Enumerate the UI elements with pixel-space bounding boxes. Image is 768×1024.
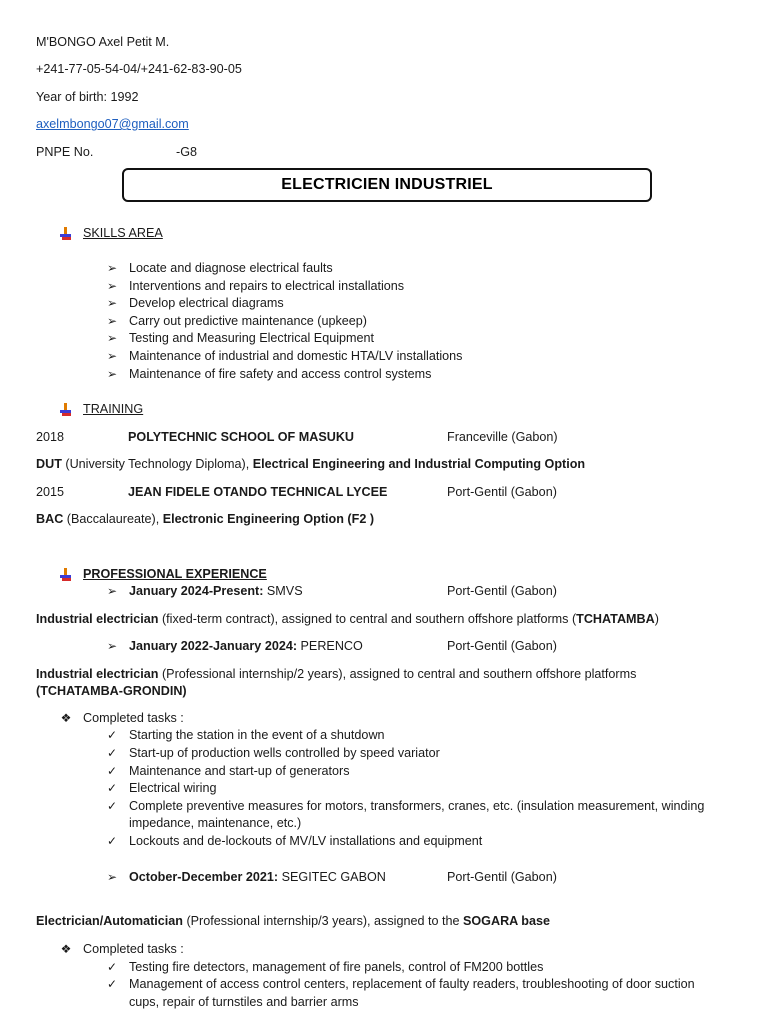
task-item: Start-up of production wells controlled by speed variator [129, 746, 440, 760]
role-site: SOGARA base [462, 914, 550, 928]
training-degree [36, 457, 585, 472]
job-dates: January 2022-January 2024: [129, 639, 298, 653]
job-dates: January 2024-Present: [129, 584, 264, 598]
task-item-continuation: cups, repair of turnstiles and barrier arms [129, 995, 359, 1009]
role-desc: (Professional internship/3 years), assigned to the [182, 914, 463, 928]
arrow-bullet-icon: ➢ [106, 279, 118, 293]
training-year: 2015 [36, 485, 65, 499]
check-icon: ✓ [106, 960, 118, 974]
job-dates: October-December 2021: [129, 870, 279, 884]
training-school: JEAN FIDELE OTANDO TECHNICAL LYCEE [128, 485, 388, 499]
task-item: Lockouts and de-lockouts of MV/LV installations and equipment [129, 834, 483, 848]
degree-abbr: DUT [36, 457, 62, 471]
job-period [129, 584, 303, 599]
check-icon: ✓ [106, 781, 118, 795]
birth-year: Year of birth: 1992 [36, 90, 139, 104]
training-school: POLYTECHNIC SCHOOL OF MASUKU [128, 430, 355, 444]
task-item: Electrical wiring [129, 781, 217, 795]
role-title: Electrician/Automatician [36, 914, 183, 928]
task-item: Testing fire detectors, management of fire panels, control of FM200 bottles [129, 960, 544, 974]
role-site: TCHATAMBA [576, 612, 655, 626]
pnpe-value: -G8 [176, 145, 197, 159]
job-period [129, 870, 386, 885]
tasks-label: Completed tasks : [83, 942, 184, 956]
diamond-bullet-icon: ❖ [60, 711, 72, 725]
list-item: Maintenance of fire safety and access control systems [129, 367, 432, 381]
degree-option: Electrical Engineering and Industrial Computing Option [252, 457, 586, 471]
check-icon: ✓ [106, 764, 118, 778]
training-year: 2018 [36, 430, 65, 444]
training-degree [36, 512, 374, 527]
check-icon: ✓ [106, 746, 118, 760]
document-title: ELECTRICIEN INDUSTRIEL [122, 168, 652, 202]
job-period [129, 639, 363, 654]
arrow-bullet-icon: ➢ [106, 331, 118, 345]
role-site: (TCHATAMBA-GRONDIN) [36, 684, 187, 698]
job-location: Port-Gentil (Gabon) [447, 639, 557, 653]
pnpe-label: PNPE No. [36, 145, 94, 159]
diamond-bullet-icon: ❖ [60, 942, 72, 956]
section-bullet-icon [59, 403, 73, 416]
arrow-bullet-icon: ➢ [106, 870, 118, 884]
training-location: Port-Gentil (Gabon) [447, 485, 557, 499]
arrow-bullet-icon: ➢ [106, 296, 118, 310]
section-bullet-icon [59, 227, 73, 240]
phone-numbers: +241-77-05-54-04/+241-62-83-90-05 [36, 62, 242, 76]
arrow-bullet-icon: ➢ [106, 584, 118, 598]
role-desc: (fixed-term contract), assigned to central and southern offshore platforms ( [158, 612, 577, 626]
job-company: SMVS [263, 584, 303, 598]
tasks-label: Completed tasks : [83, 711, 184, 725]
list-item: Locate and diagnose electrical faults [129, 261, 333, 275]
arrow-bullet-icon: ➢ [106, 639, 118, 653]
check-icon: ✓ [106, 799, 118, 813]
job-role [36, 667, 636, 682]
degree-option: Electronic Engineering Option (F2 ) [162, 512, 375, 526]
section-bullet-icon [59, 568, 73, 581]
check-icon: ✓ [106, 977, 118, 991]
degree-desc: (Baccalaureate), [63, 512, 163, 526]
degree-abbr: BAC [36, 512, 64, 526]
email-link[interactable]: axelmbongo07@gmail.com [36, 117, 189, 131]
list-item: Testing and Measuring Electrical Equipment [129, 331, 375, 345]
list-item: Develop electrical diagrams [129, 296, 284, 310]
training-heading: TRAINING [83, 402, 144, 416]
job-location: Port-Gentil (Gabon) [447, 870, 557, 884]
arrow-bullet-icon: ➢ [106, 367, 118, 381]
job-location: Port-Gentil (Gabon) [447, 584, 557, 598]
list-item: Carry out predictive maintenance (upkeep) [129, 314, 368, 328]
job-company: SEGITEC GABON [278, 870, 386, 884]
task-item-continuation: impedance, maintenance, etc.) [129, 816, 302, 830]
arrow-bullet-icon: ➢ [106, 261, 118, 275]
list-item: Maintenance of industrial and domestic HTA/LV installations [129, 349, 463, 363]
task-item: Starting the station in the event of a shutdown [129, 728, 385, 742]
skills-heading: SKILLS AREA [83, 226, 163, 240]
job-company: PERENCO [297, 639, 363, 653]
arrow-bullet-icon: ➢ [106, 314, 118, 328]
candidate-name: M'BONGO Axel Petit M. [36, 35, 170, 49]
arrow-bullet-icon: ➢ [106, 349, 118, 363]
role-title: Industrial electrician [36, 667, 159, 681]
check-icon: ✓ [106, 728, 118, 742]
job-role [36, 612, 659, 627]
task-item: Complete preventive measures for motors, transformers, cranes, etc. (insulation measurement, winding [129, 799, 705, 813]
task-item: Management of access control centers, replacement of faulty readers, troubleshooting of door suction [129, 977, 695, 991]
degree-desc: (University Technology Diploma), [61, 457, 253, 471]
experience-heading: PROFESSIONAL EXPERIENCE [83, 567, 267, 581]
task-item: Maintenance and start-up of generators [129, 764, 350, 778]
role-title: Industrial electrician [36, 612, 159, 626]
job-role [36, 914, 550, 929]
role-end: ) [654, 612, 659, 626]
role-desc: (Professional internship/2 years), assigned to central and southern offshore platforms [158, 667, 637, 681]
training-location: Franceville (Gabon) [447, 430, 558, 444]
check-icon: ✓ [106, 834, 118, 848]
list-item: Interventions and repairs to electrical installations [129, 279, 405, 293]
